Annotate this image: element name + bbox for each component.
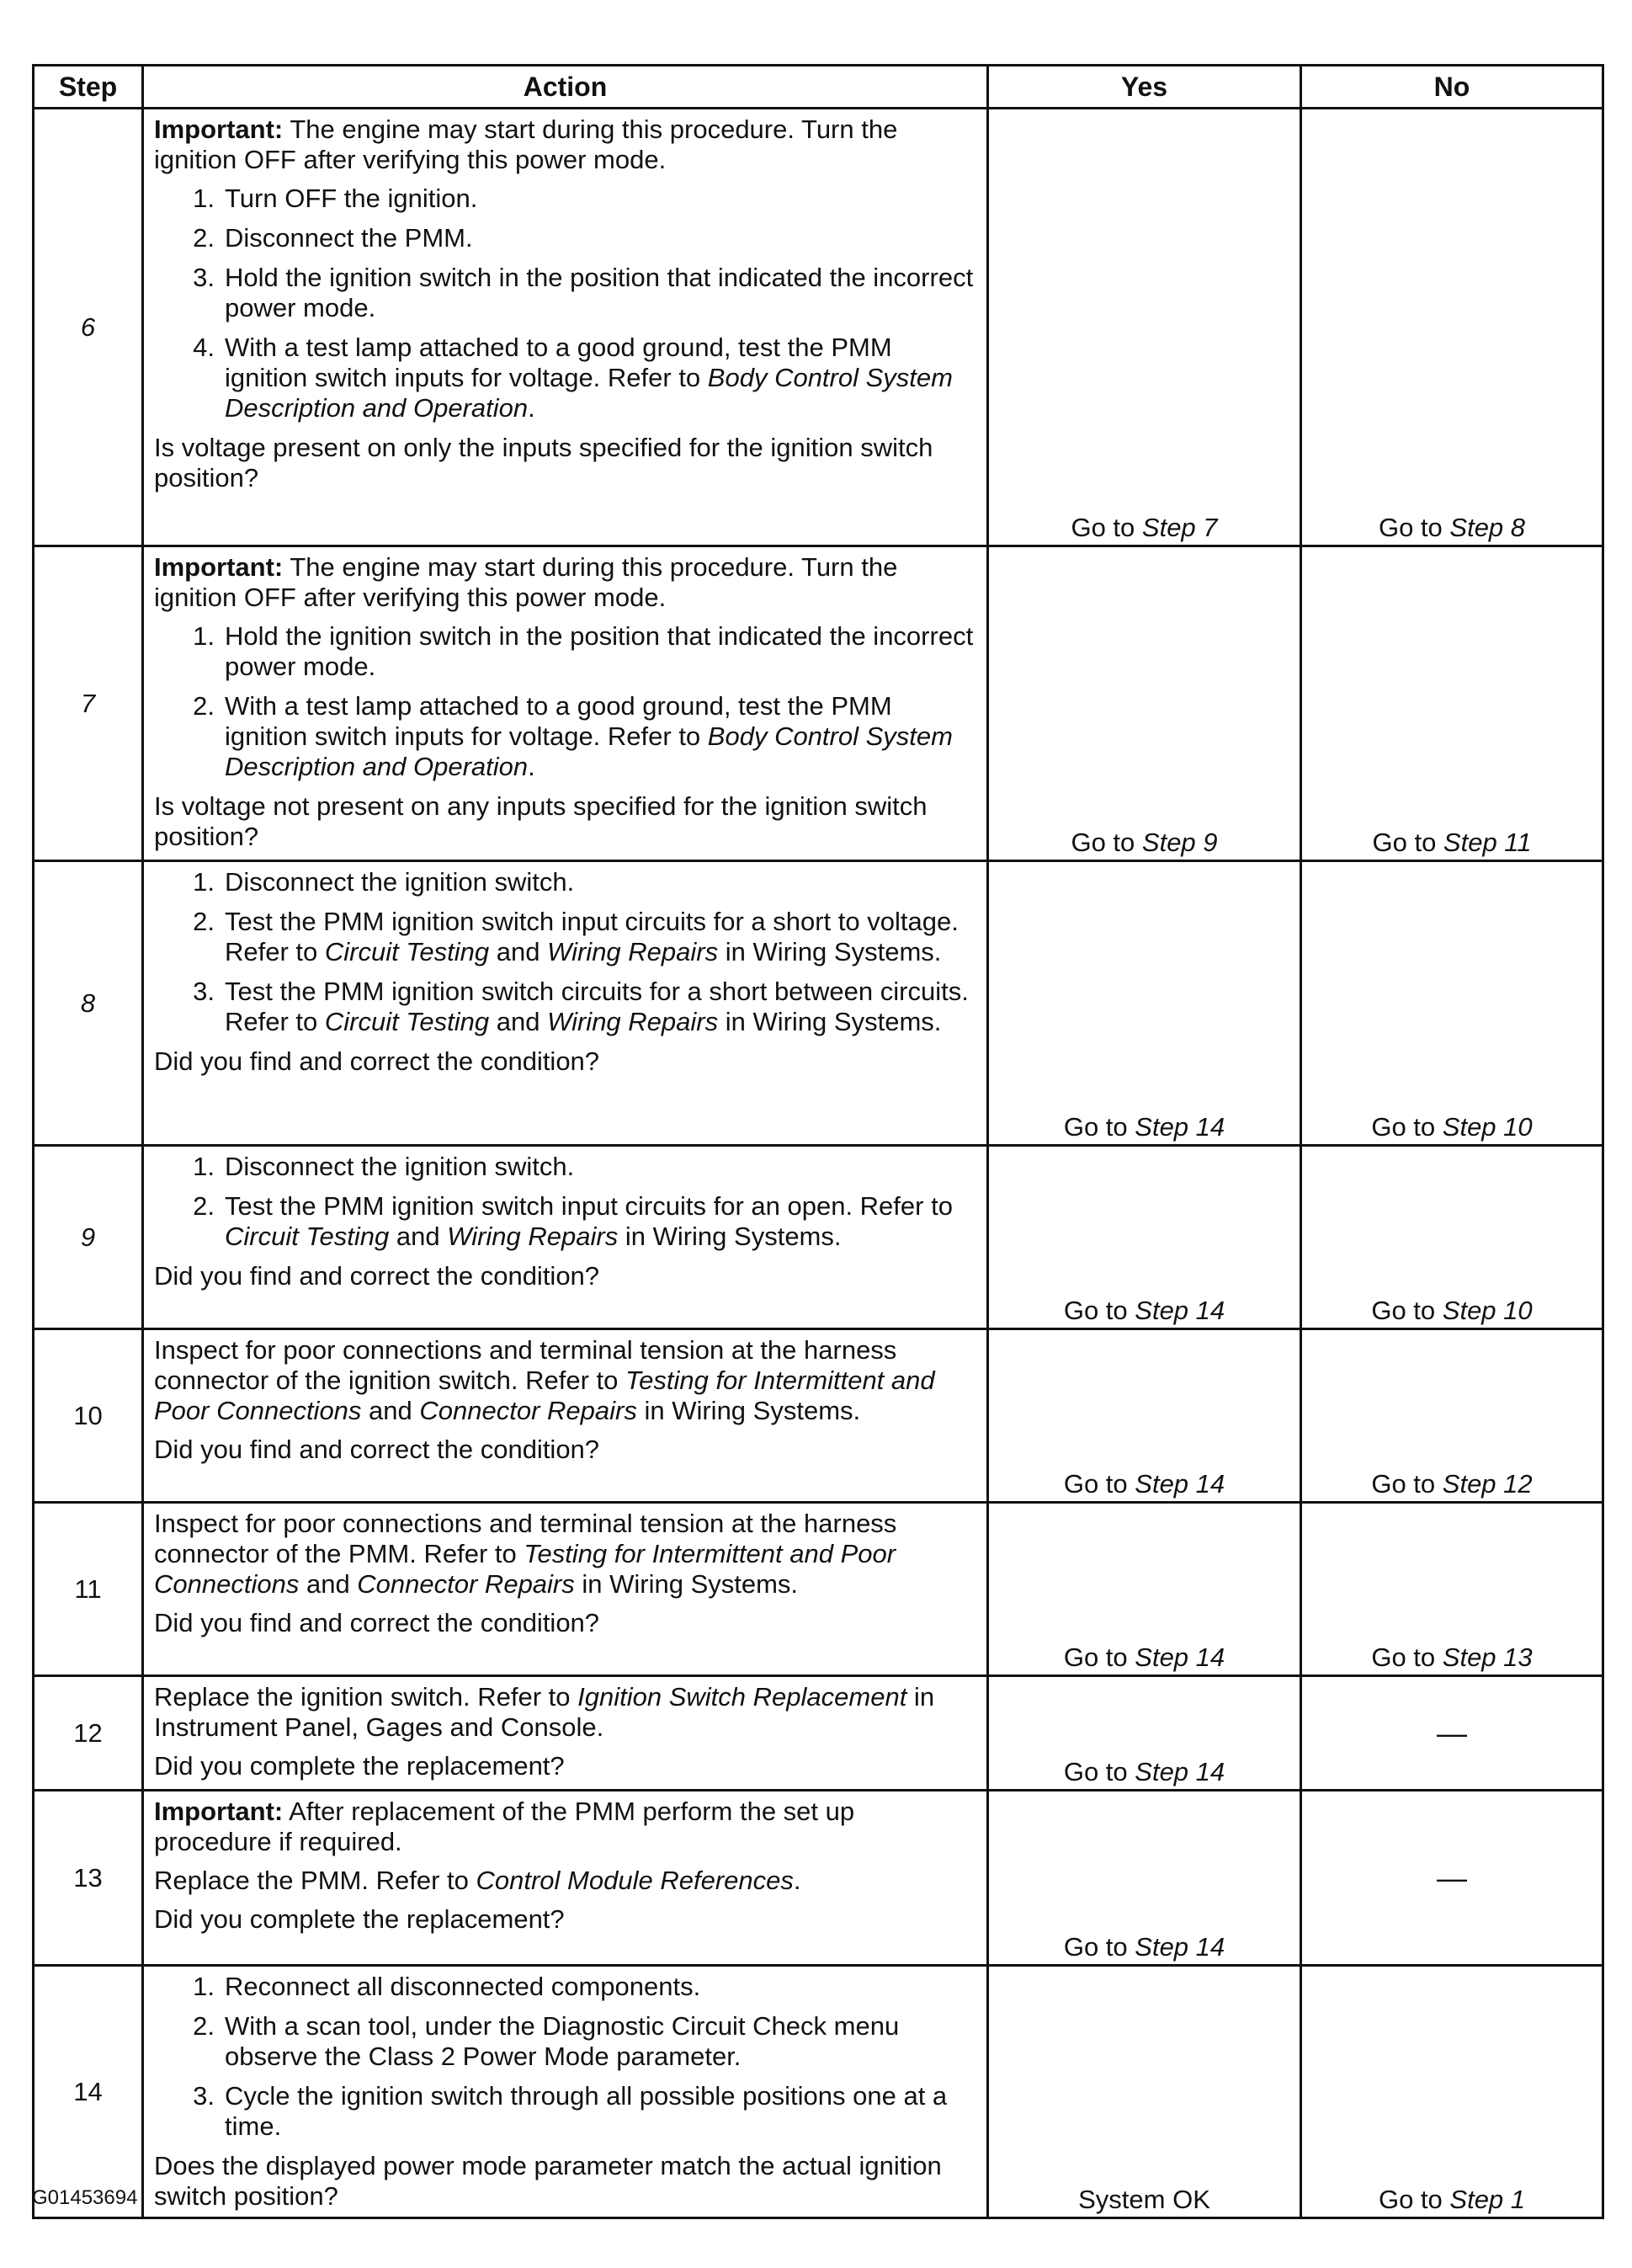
list-item: 3. Cycle the ignition switch through all possible positions one at a time. (193, 2081, 948, 2141)
action-question: Does the displayed power mode parameter match the actual ignition switch position? (154, 2151, 942, 2211)
no-cell: Go to Step 8 (1301, 109, 1603, 546)
step-reference: Step 10 (1442, 1112, 1533, 1142)
yes-cell: Go to Step 14 (988, 1146, 1301, 1329)
yes-cell: Go to Step 14 (988, 1503, 1301, 1676)
list-item: 2. Test the PMM ignition switch input circuits for a short to voltage. Refer to Circuit Testing and Wiring Repairs in Wiring Systems. (193, 907, 959, 966)
step-number: 6 (34, 109, 143, 546)
action-list (154, 1972, 978, 2142)
list-item: 1. Reconnect all disconnected components. (193, 1972, 701, 2001)
yes-cell: Go to Step 7 (988, 109, 1301, 546)
action-text: Inspect for poor connections and terminal tension at the harness connector of the PMM. Refer to Testing for Intermittent and Poor Connections and Connector Repairs in Wiring Systems. (154, 1509, 897, 1599)
no-cell: — (1301, 1791, 1603, 1966)
figure-code: G01453694 (32, 2186, 138, 2209)
yes-cell: System OK (988, 1966, 1301, 2218)
action-cell (143, 1676, 988, 1791)
table-row (34, 109, 1603, 546)
action-question: Did you find and correct the condition? (154, 1435, 600, 1464)
table-row (34, 1791, 1603, 1966)
action-question: Is voltage present on only the inputs specified for the ignition switch position? (154, 433, 933, 492)
step-reference: Step 14 (1135, 1112, 1225, 1142)
step-reference: Step 7 (1141, 513, 1218, 542)
header-action: Action (143, 66, 988, 109)
yes-cell: Go to Step 14 (988, 1329, 1301, 1503)
action-cell (143, 1966, 988, 2218)
action-question: Did you find and correct the condition? (154, 1046, 600, 1076)
step-reference: Step 11 (1443, 828, 1532, 857)
step-reference: Step 9 (1141, 828, 1218, 857)
action-question: Did you complete the replacement? (154, 1904, 565, 1934)
action-cell (143, 546, 988, 861)
header-yes: Yes (988, 66, 1301, 109)
list-item: 1. Turn OFF the ignition. (193, 184, 478, 213)
action-list (154, 184, 978, 423)
action-list (154, 621, 978, 782)
list-item: 2. Test the PMM ignition switch input circuits for an open. Refer to Circuit Testing and Wiring Repairs in Wiring Systems. (193, 1191, 953, 1251)
list-item: 3. Test the PMM ignition switch circuits for a short between circuits. Refer to Circuit Testing and Wiring Repairs in Wiring Systems. (193, 977, 969, 1036)
step-number: 14 (34, 1966, 143, 2218)
step-reference: Step 12 (1442, 1469, 1533, 1499)
action-cell (143, 1503, 988, 1676)
yes-cell: Go to Step 14 (988, 1676, 1301, 1791)
step-reference: Step 13 (1442, 1642, 1533, 1672)
list-item: 2. Disconnect the PMM. (193, 223, 473, 253)
action-question: Did you find and correct the condition? (154, 1608, 600, 1637)
no-cell: Go to Step 1 (1301, 1966, 1603, 2218)
important-note: Important: After replacement of the PMM perform the set up procedure if required. (154, 1797, 855, 1856)
table-row (34, 861, 1603, 1146)
step-reference: Step 14 (1135, 1932, 1225, 1962)
step-reference: Step 14 (1135, 1296, 1225, 1325)
no-cell: Go to Step 12 (1301, 1329, 1603, 1503)
list-item: 1. Disconnect the ignition switch. (193, 1152, 575, 1181)
yes-cell: Go to Step 9 (988, 546, 1301, 861)
list-item: 1. Hold the ignition switch in the position that indicated the incorrect power mode. (193, 621, 974, 681)
action-list (154, 1152, 978, 1252)
step-reference: Step 10 (1442, 1296, 1533, 1325)
yes-cell: Go to Step 14 (988, 861, 1301, 1146)
step-number: 12 (34, 1676, 143, 1791)
action-cell (143, 1791, 988, 1966)
list-item: 3. Hold the ignition switch in the position that indicated the incorrect power mode. (193, 263, 974, 322)
action-question: Did you complete the replacement? (154, 1751, 565, 1781)
step-number: 9 (34, 1146, 143, 1329)
yes-cell: Go to Step 14 (988, 1791, 1301, 1966)
table-row (34, 1329, 1603, 1503)
list-item: 2. With a scan tool, under the Diagnostic Circuit Check menu observe the Class 2 Power Mode parameter. (193, 2011, 900, 2071)
header-step: Step (34, 66, 143, 109)
action-text: Replace the ignition switch. Refer to Ignition Switch Replacement in Instrument Panel, Gages and Console. (154, 1682, 935, 1742)
action-cell (143, 109, 988, 546)
step-number: 13 (34, 1791, 143, 1966)
action-question: Is voltage not present on any inputs specified for the ignition switch position? (154, 791, 928, 851)
table-row (34, 1676, 1603, 1791)
list-item: 2. With a test lamp attached to a good ground, test the PMM ignition switch inputs for voltage. Refer to Body Control System Description and Operation. (193, 691, 953, 781)
step-reference: Step 14 (1135, 1642, 1225, 1672)
step-reference: Step 1 (1449, 2185, 1526, 2214)
table-row (34, 1503, 1603, 1676)
no-cell: — (1301, 1676, 1603, 1791)
header-no: No (1301, 66, 1603, 109)
no-cell: Go to Step 11 (1301, 546, 1603, 861)
action-text: Replace the PMM. Refer to Control Module References. (154, 1866, 801, 1895)
table-row (34, 1966, 1603, 2218)
list-item: 4. With a test lamp attached to a good ground, test the PMM ignition switch inputs for voltage. Refer to Body Control System Description and Operation. (193, 333, 953, 423)
step-reference: Step 8 (1449, 513, 1526, 542)
no-cell: Go to Step 13 (1301, 1503, 1603, 1676)
step-reference: Step 14 (1135, 1757, 1225, 1786)
important-note: Important: The engine may start during this procedure. Turn the ignition OFF after verifying this power mode. (154, 552, 898, 612)
table-row (34, 1146, 1603, 1329)
action-text: Inspect for poor connections and terminal tension at the harness connector of the ignition switch. Refer to Testing for Intermittent and Poor Connections and Connector Repairs in Wiring Systems. (154, 1335, 935, 1425)
no-cell: Go to Step 10 (1301, 861, 1603, 1146)
no-cell: Go to Step 10 (1301, 1146, 1603, 1329)
header-row (34, 66, 1603, 109)
action-list (154, 867, 978, 1037)
step-number: 11 (34, 1503, 143, 1676)
step-number: 8 (34, 861, 143, 1146)
action-cell (143, 861, 988, 1146)
action-cell (143, 1146, 988, 1329)
step-number: 7 (34, 546, 143, 861)
diagnostic-table (32, 64, 1604, 2219)
important-note: Important: The engine may start during this procedure. Turn the ignition OFF after verifying this power mode. (154, 114, 898, 174)
step-reference: Step 14 (1135, 1469, 1225, 1499)
table-row (34, 546, 1603, 861)
step-number: 10 (34, 1329, 143, 1503)
action-question: Did you find and correct the condition? (154, 1261, 600, 1291)
list-item: 1. Disconnect the ignition switch. (193, 867, 575, 897)
action-cell (143, 1329, 988, 1503)
